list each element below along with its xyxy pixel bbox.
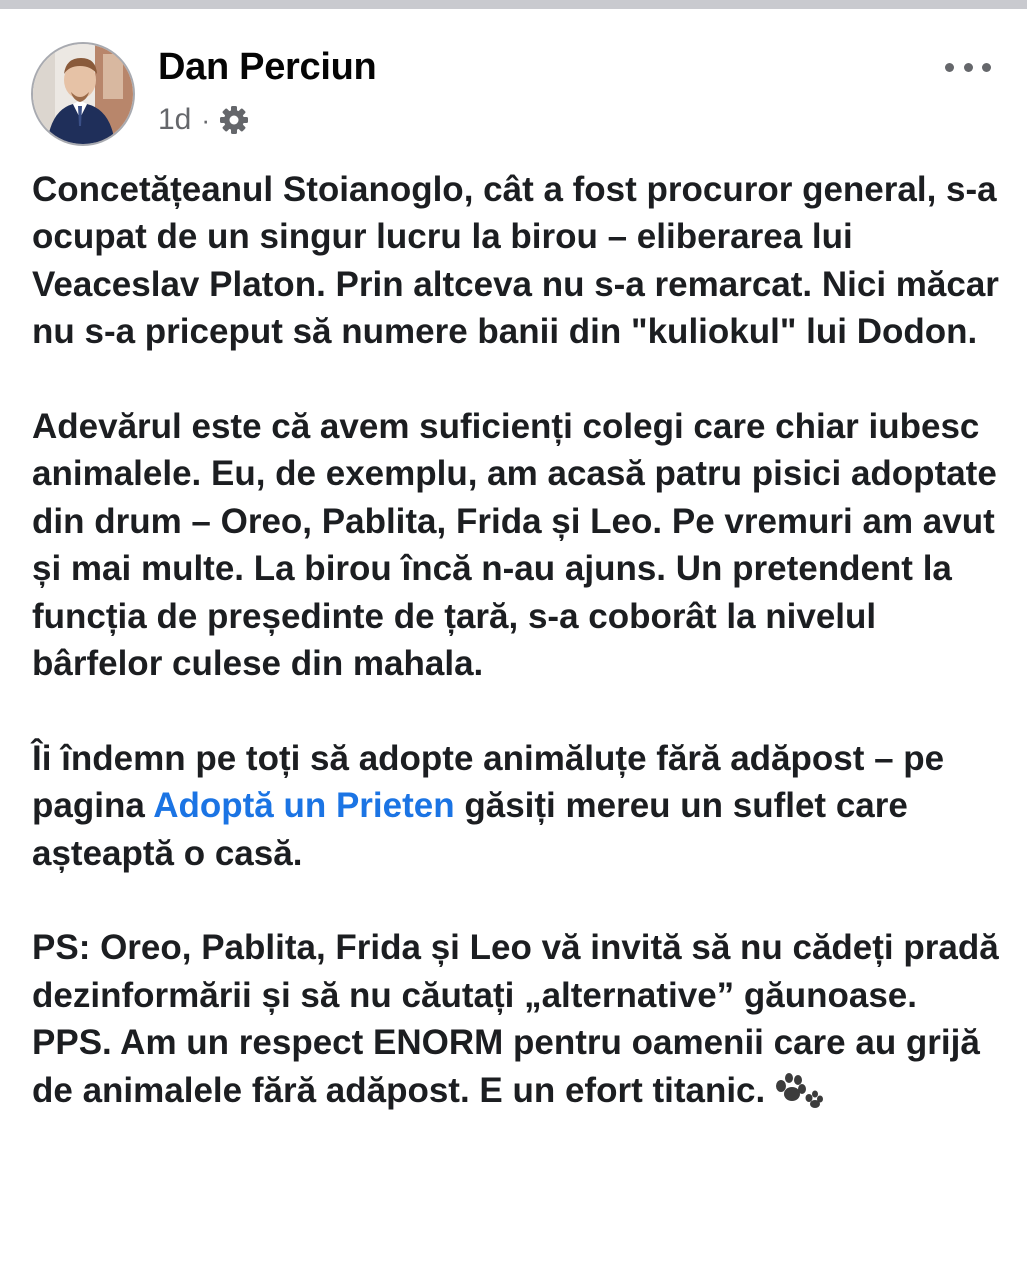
post-paragraph-1: Concetățeanul Stoianoglo, cât a fost procuror general, s-a ocupat de un singur lucru la birou – eliberarea lui Veaceslav Platon. Prin altceva nu s-a remarcat. Nici măcar nu s-a priceput să numere banii din "kuliokul" lui Dodon. [32, 170, 999, 352]
paragraph-5-text: PPS. Am un respect ENORM pentru oamenii care au grijă de animalele fără adăpost. E un efort titanic. [32, 1023, 980, 1110]
author-name[interactable]: Dan Perciun [158, 46, 377, 88]
paragraph-3-end: găsiți mereu un suflet care așteaptă o casă. [32, 786, 908, 873]
post-paragraph-5 [32, 1019, 1002, 1114]
post-paragraph-2: Adevărul este că avem suficienți colegi care chiar iubesc animalele. Eu, de exemplu, am acasă patru pisici adoptate din drum – Oreo, Pablita, Frida și Leo. Pe vremuri am avut și mai multe. La birou încă n-au ajuns. Un pretendent la funcția de președinte de țară, s-a coborât la nivelul bârfelor culese din mahala. [32, 407, 997, 684]
paragraph-3-start: Îi îndemn pe toți să adopte animăluțe fără adăpost – pe pagina [32, 738, 945, 826]
post-meta [158, 100, 250, 140]
settings-gear-icon[interactable] [218, 104, 250, 136]
post-timestamp[interactable]: 1d [158, 103, 192, 136]
paw-prints-icon [771, 1068, 823, 1108]
meta-separator: · [201, 104, 211, 135]
more-options-button[interactable] [945, 52, 991, 82]
post-paragraph-4: PS: Oreo, Pablita, Frida și Leo vă invită să nu cădeți pradă dezinformării și să nu căutați „alternative” găunoase. [32, 928, 999, 1015]
post-paragraph-3 [32, 735, 1002, 877]
author-avatar[interactable] [31, 42, 135, 146]
more-options-icon [945, 63, 954, 72]
post-text [32, 166, 1002, 1114]
top-divider [0, 0, 1027, 9]
avatar-photo [33, 44, 133, 144]
adopta-un-prieten-link[interactable]: Adoptă un Prieten [153, 786, 455, 826]
